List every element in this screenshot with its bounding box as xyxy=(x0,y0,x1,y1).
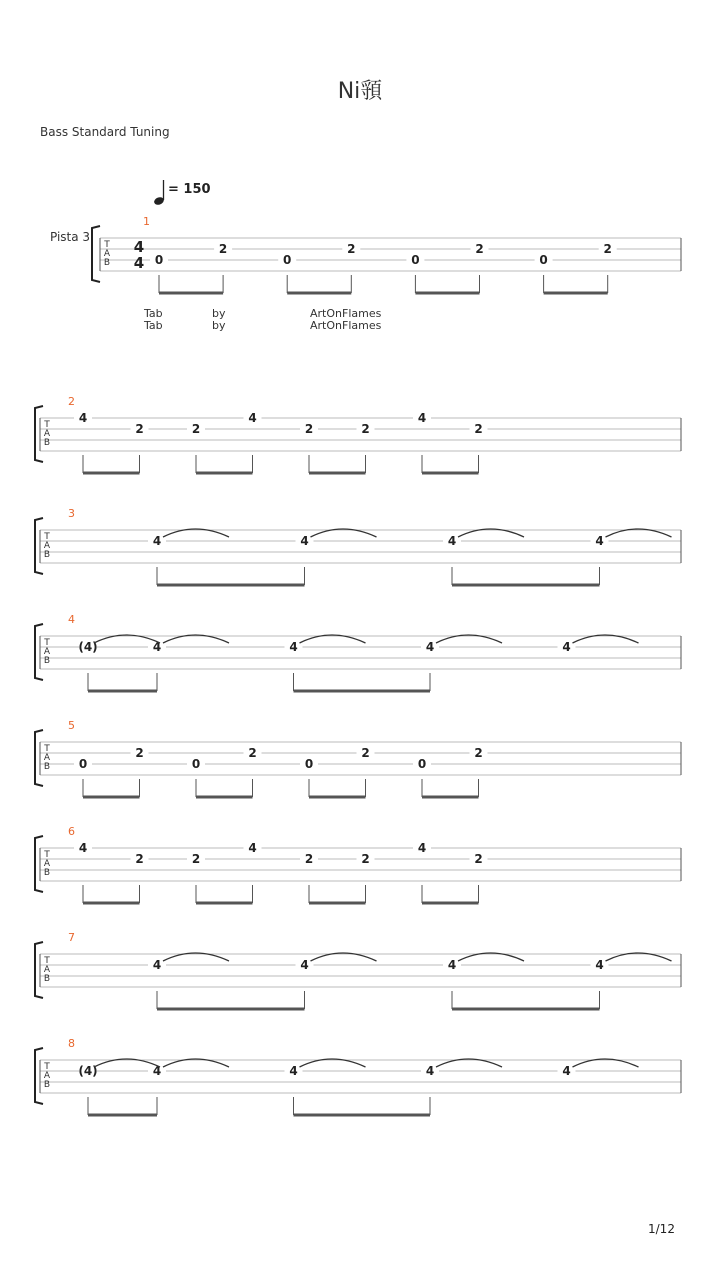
fret-number: 2 xyxy=(603,242,612,256)
system-bracket xyxy=(35,406,43,462)
tab-letter: B xyxy=(43,868,51,878)
fret-number: 4 xyxy=(289,1064,298,1078)
tab-letter: B xyxy=(43,974,51,984)
fret-number: (4) xyxy=(78,1064,98,1078)
fret-number: 4 xyxy=(300,958,309,972)
fret-number: 2 xyxy=(191,852,201,866)
fret-number: 2 xyxy=(474,422,483,436)
fret-number: 0 xyxy=(411,253,420,267)
fret-number: 2 xyxy=(474,746,483,760)
fret-number: 2 xyxy=(361,422,370,436)
fret-number: 0 xyxy=(283,253,292,267)
credit-text: Tab xyxy=(144,319,163,332)
tab-letter: A xyxy=(43,647,51,657)
fret-number: 4 xyxy=(78,411,88,425)
fret-number: (4) xyxy=(78,640,98,654)
fret-number: 2 xyxy=(191,422,201,436)
credit-text: by xyxy=(212,307,226,320)
fret-number: 4 xyxy=(152,640,162,654)
fret-number: 4 xyxy=(447,958,457,972)
tab-letter: T xyxy=(44,420,50,430)
fret-number: 4 xyxy=(425,1064,435,1078)
fret-number: 2 xyxy=(347,242,356,256)
song-title: Ni頱 xyxy=(337,79,383,104)
measure-number: 6 xyxy=(68,825,75,838)
tempo-value: = 150 xyxy=(168,182,211,197)
tab-letter: A xyxy=(43,429,51,439)
fret-number: 4 xyxy=(300,534,309,548)
system-bracket xyxy=(35,518,43,574)
fret-number: 0 xyxy=(154,253,164,267)
fret-number: 0 xyxy=(78,757,88,771)
fret-number: 2 xyxy=(361,852,370,866)
credit-text: Tab xyxy=(144,307,163,320)
fret-number: 4 xyxy=(595,958,604,972)
fret-number: 2 xyxy=(304,852,314,866)
fret-number: 2 xyxy=(135,746,144,760)
fret-number: 4 xyxy=(595,534,604,548)
fret-number: 2 xyxy=(248,746,257,760)
credit-text: ArtOnFlames xyxy=(310,319,382,332)
fret-number: 2 xyxy=(135,422,144,436)
tab-letter: A xyxy=(43,1071,51,1081)
measure-number: 4 xyxy=(68,613,75,626)
tab-letter: A xyxy=(103,249,111,259)
fret-number: 2 xyxy=(474,852,483,866)
measure-number: 1 xyxy=(143,215,150,228)
fret-number: 2 xyxy=(135,852,144,866)
fret-number: 2 xyxy=(304,422,314,436)
system-bracket xyxy=(35,942,43,998)
fret-number: 0 xyxy=(191,757,201,771)
tab-letter: T xyxy=(104,240,110,250)
fret-number: 0 xyxy=(539,253,548,267)
fret-number: 4 xyxy=(152,534,162,548)
fret-number: 4 xyxy=(562,1064,571,1078)
measure-number: 3 xyxy=(68,507,75,520)
fret-number: 4 xyxy=(289,640,298,654)
tuning-label: Bass Standard Tuning xyxy=(40,125,170,139)
track-name: Pista 3 xyxy=(50,230,91,244)
credit-text: by xyxy=(212,319,226,332)
fret-number: 4 xyxy=(248,841,257,855)
tab-letter: T xyxy=(44,744,50,754)
tab-letter: T xyxy=(44,1062,50,1072)
time-signature-top: 4 xyxy=(133,238,145,256)
fret-number: 4 xyxy=(562,640,571,654)
tab-letter: A xyxy=(43,859,51,869)
fret-number: 2 xyxy=(361,746,370,760)
fret-number: 4 xyxy=(78,841,88,855)
system-bracket xyxy=(92,226,100,282)
system-bracket xyxy=(35,624,43,680)
tab-letter: T xyxy=(44,638,50,648)
fret-number: 4 xyxy=(417,411,427,425)
system-bracket xyxy=(35,1048,43,1104)
tab-letter: B xyxy=(43,656,51,666)
fret-number: 4 xyxy=(417,841,427,855)
tab-letter: T xyxy=(44,532,50,542)
fret-number: 4 xyxy=(425,640,435,654)
system-bracket xyxy=(35,730,43,786)
tab-letter: T xyxy=(44,956,50,966)
tab-letter: B xyxy=(43,762,51,772)
fret-number: 4 xyxy=(152,958,162,972)
fret-number: 4 xyxy=(152,1064,162,1078)
tab-letter: B xyxy=(103,258,111,268)
page-number: 1/12 xyxy=(648,1222,675,1236)
time-signature-bottom: 4 xyxy=(133,254,145,272)
tab-letter: B xyxy=(43,438,51,448)
measure-number: 7 xyxy=(68,931,75,944)
fret-number: 4 xyxy=(248,411,257,425)
measure-number: 2 xyxy=(68,395,75,408)
fret-number: 0 xyxy=(417,757,427,771)
tab-letter: B xyxy=(43,550,51,560)
measure-number: 8 xyxy=(68,1037,75,1050)
system-bracket xyxy=(35,836,43,892)
tab-letter: A xyxy=(43,965,51,975)
tab-letter: A xyxy=(43,541,51,551)
credit-text: ArtOnFlames xyxy=(310,307,382,320)
tab-letter: B xyxy=(43,1080,51,1090)
fret-number: 4 xyxy=(447,534,457,548)
fret-number: 2 xyxy=(218,242,228,256)
measure-number: 5 xyxy=(68,719,75,732)
fret-number: 0 xyxy=(304,757,314,771)
tab-letter: A xyxy=(43,753,51,763)
tab-letter: T xyxy=(44,850,50,860)
fret-number: 2 xyxy=(475,242,484,256)
